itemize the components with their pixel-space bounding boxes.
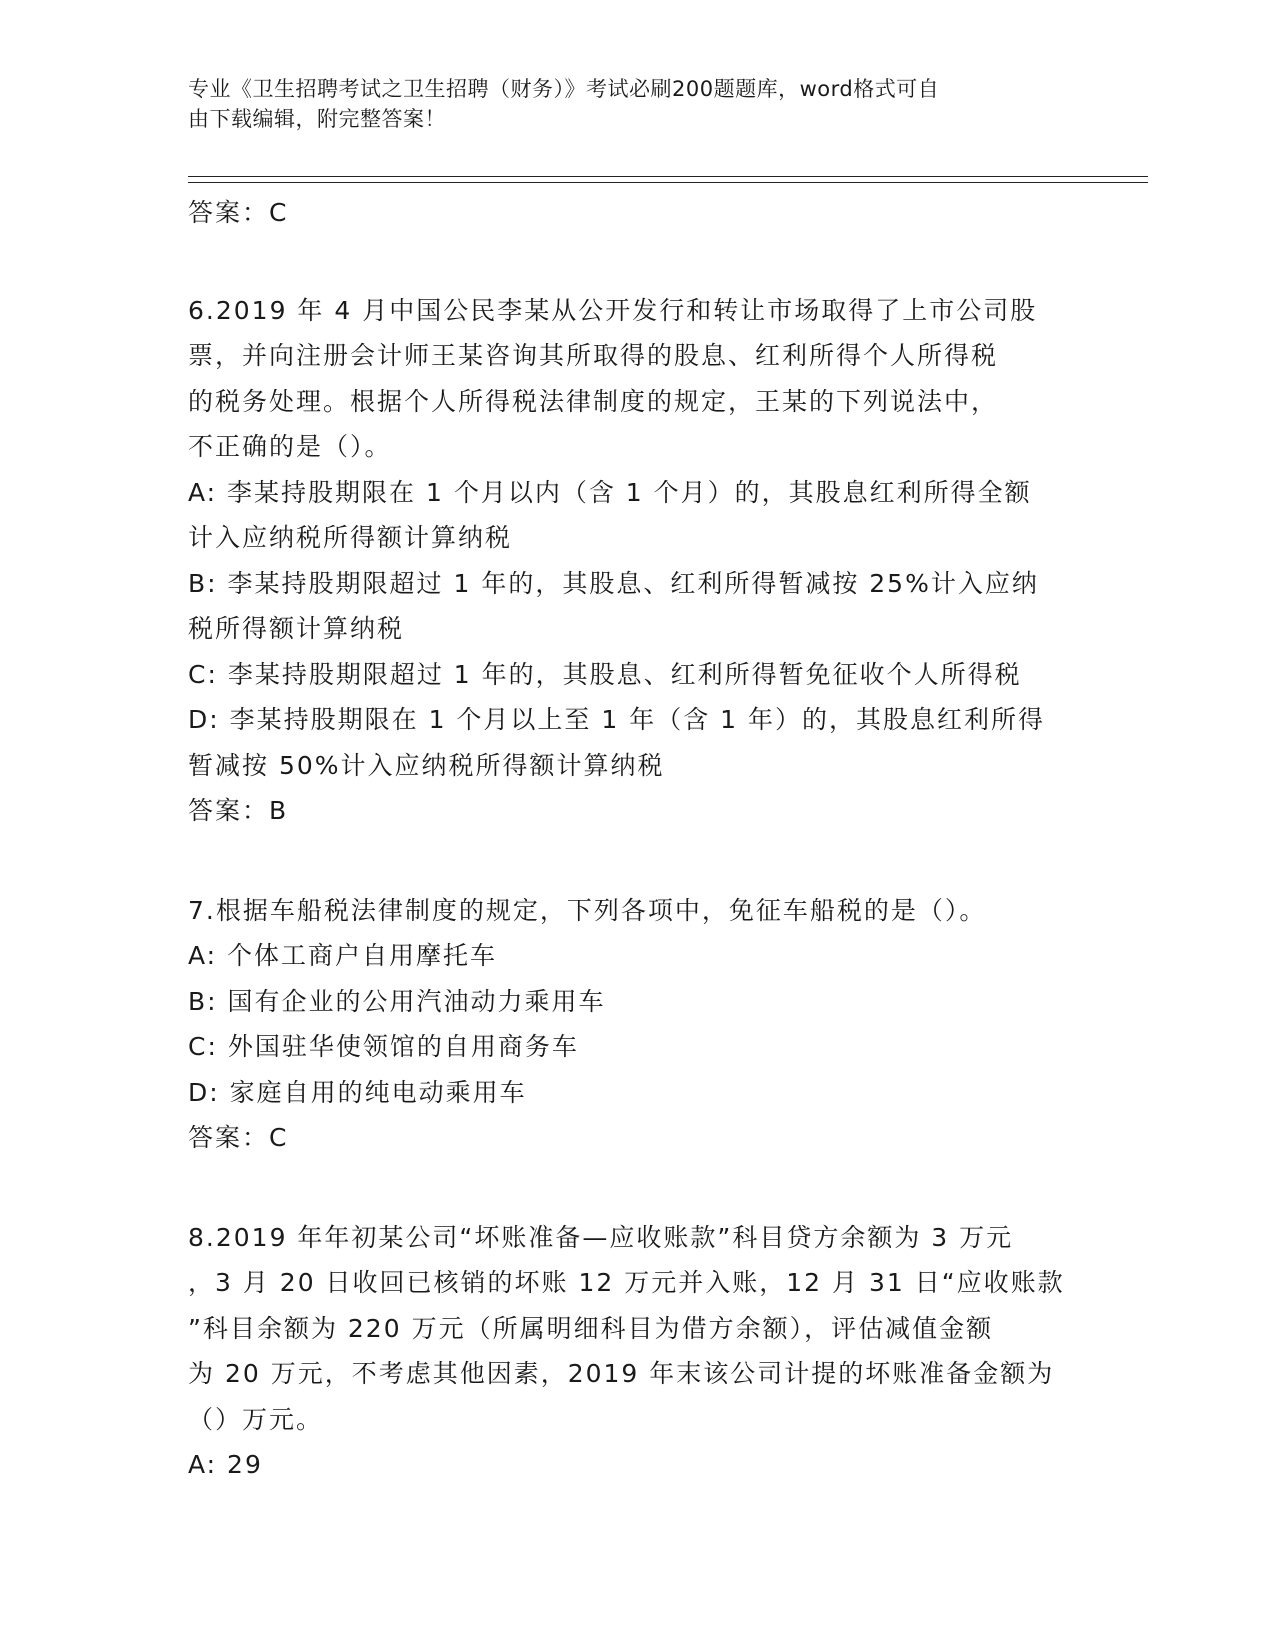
question-line: 8.2019 年年初某公司“坏账准备—应收账款”科目贷方余额为 3 万元 xyxy=(188,1222,1014,1252)
question-line: ”科目余额为 220 万元（所属明细科目为借方余额），评估减值金额 xyxy=(188,1313,994,1343)
question-line: 7.根据车船税法律制度的规定，下列各项中，免征车船税的是（）。 xyxy=(188,895,987,925)
option-a: A: 个体工商户自用摩托车 xyxy=(188,941,498,970)
option-a: A: 29 xyxy=(188,1450,263,1479)
question-line: 6.2019 年 4 月中国公民李某从公开发行和转让市场取得了上市公司股 xyxy=(188,295,1038,325)
question-line: ，3 月 20 日收回已核销的坏账 12 万元并入账，12 月 31 日“应收账款 xyxy=(188,1268,1065,1297)
option-d: D: 李某持股期限在 1 个月以上至 1 年（含 1 年）的，其股息红利所得 xyxy=(188,705,1046,734)
option-c: C: 李某持股期限超过 1 年的，其股息、红利所得暂免征收个人所得税 xyxy=(188,659,1022,689)
answer-q7: 答案：C xyxy=(188,1123,289,1152)
answer-previous: 答案：C xyxy=(188,198,289,227)
header-rule-top xyxy=(188,176,1148,177)
option-a: A: 李某持股期限在 1 个月以内（含 1 个月）的，其股息红利所得全额 xyxy=(188,477,1032,507)
question-line: 的税务处理。根据个人所得税法律制度的规定，王某的下列说法中， xyxy=(188,386,999,416)
question-8 xyxy=(188,1215,1088,1488)
question-line: （）万元。 xyxy=(188,1404,324,1434)
question-7 xyxy=(188,888,1088,1161)
question-6 xyxy=(188,288,1088,834)
header-line-1: 专业《卫生招聘考试之卫生招聘（财务）》考试必刷200题题库，word格式可自 xyxy=(188,77,940,101)
option-b: B: 国有企业的公用汽油动力乘用车 xyxy=(188,986,606,1016)
question-line: 为 20 万元，不考虑其他因素，2019 年末该公司计提的坏账准备金额为 xyxy=(188,1359,1055,1388)
answer-q6: 答案：B xyxy=(188,796,289,825)
option-c: C: 外国驻华使领馆的自用商务车 xyxy=(188,1032,579,1061)
document-header xyxy=(188,74,1068,134)
option-a-cont: 计入应纳税所得额计算纳税 xyxy=(188,523,513,552)
document-body xyxy=(188,190,1088,1488)
question-line: 不正确的是（）。 xyxy=(188,432,392,461)
option-d-cont: 暂减按 50%计入应纳税所得额计算纳税 xyxy=(188,750,665,780)
option-b: B: 李某持股期限超过 1 年的，其股息、红利所得暂减按 25%计入应纳 xyxy=(188,568,1039,598)
option-b-cont: 税所得额计算纳税 xyxy=(188,614,405,643)
option-d: D: 家庭自用的纯电动乘用车 xyxy=(188,1077,527,1107)
header-line-2: 由下载编辑，附完整答案！ xyxy=(188,107,446,131)
question-line: 票，并向注册会计师王某咨询其所取得的股息、红利所得个人所得税 xyxy=(188,341,999,370)
header-rule-bottom xyxy=(188,182,1148,183)
